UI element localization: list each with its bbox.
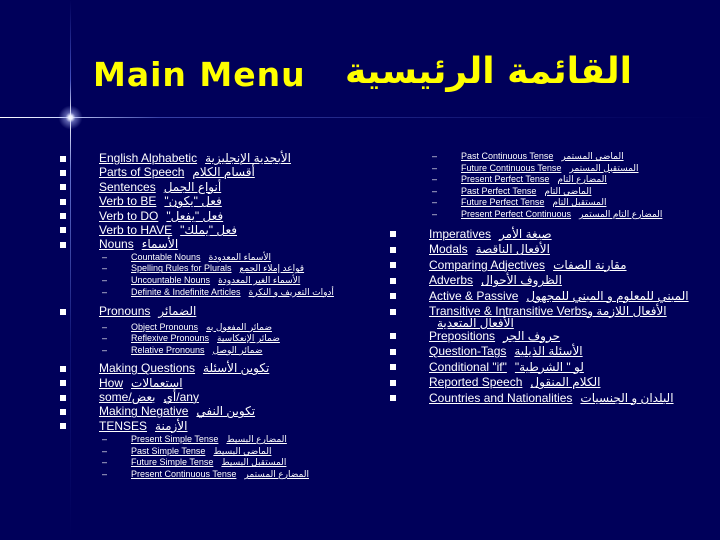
menu-item-definite-indefinite-articles[interactable] xyxy=(60,287,360,299)
menu-item-transitive-intransitive-verbs[interactable] xyxy=(390,305,689,329)
menu-item-label-english[interactable]: Countable Nouns xyxy=(131,251,201,262)
menu-item-active-passive[interactable] xyxy=(390,289,690,305)
menu-item-label-english[interactable]: Active & Passive xyxy=(429,288,519,303)
menu-item-past-continuous-tense[interactable] xyxy=(390,151,690,163)
dash-bullet-icon: – xyxy=(102,274,108,285)
dash-bullet-icon: – xyxy=(432,151,438,161)
dash-bullet-icon: – xyxy=(102,263,108,274)
menu-item-verb-to-do[interactable] xyxy=(60,209,360,223)
menu-item-english-alphabetic[interactable] xyxy=(60,151,360,165)
menu-item-label-english[interactable]: Sentences xyxy=(99,179,156,194)
menu-item-label-arabic[interactable]: فعل "يملك" xyxy=(180,222,237,237)
menu-item-nouns[interactable] xyxy=(60,237,360,251)
menu-column-left xyxy=(60,151,360,481)
menu-item-conditional-if[interactable] xyxy=(390,360,690,376)
menu-item-label-english[interactable]: Transitive & Intransitive Verbs xyxy=(429,303,588,318)
dash-bullet-icon: – xyxy=(102,333,108,344)
dash-bullet-icon: – xyxy=(432,208,438,219)
dash-bullet-icon: – xyxy=(102,321,108,332)
menu-item-label-arabic[interactable]: الضمائر xyxy=(158,304,197,319)
dash-bullet-icon: – xyxy=(102,457,108,468)
menu-item-reported-speech[interactable] xyxy=(390,375,690,391)
menu-item-present-continuous-tense[interactable] xyxy=(60,469,360,481)
menu-item-label-arabic[interactable]: أنواع الجمل xyxy=(163,179,222,194)
menu-item-label-english[interactable]: Question-Tags xyxy=(429,344,507,359)
menu-item-label-english[interactable]: Verb to HAVE xyxy=(99,222,173,237)
menu-item-label-arabic[interactable]: ضمائر الوصل xyxy=(212,344,263,355)
menu-item-object-pronouns[interactable] xyxy=(60,322,360,334)
menu-item-label-arabic[interactable]: ضمائر المفعول به xyxy=(206,321,272,332)
menu-item-label-arabic[interactable]: الأزمنة xyxy=(155,418,188,433)
menu-item-label-english[interactable]: Uncountable Nouns xyxy=(131,274,211,285)
square-bullet-icon xyxy=(60,423,66,429)
page-title-english: Main Menu xyxy=(93,55,306,94)
menu-item-parts-of-speech[interactable] xyxy=(60,165,360,179)
dash-bullet-icon: – xyxy=(102,469,108,480)
menu-item-past-perfect-tense[interactable] xyxy=(390,186,690,198)
menu-item-label-arabic[interactable]: الماضي البسيط xyxy=(213,445,272,456)
menu-item-label-english[interactable]: Present Continuous Tense xyxy=(131,469,237,480)
menu-item-label-english[interactable]: Adverbs xyxy=(429,273,474,288)
menu-item-label-arabic[interactable]: المضارع التام المستمر xyxy=(579,208,663,219)
square-bullet-icon xyxy=(60,156,66,162)
menu-item-label-arabic[interactable]: أقسام الكلام xyxy=(192,165,255,180)
menu-item-label-arabic[interactable]: فعل "يكون" xyxy=(164,194,222,209)
menu-item-label-arabic[interactable]: المضارع المستمر xyxy=(244,469,309,480)
menu-item-label-arabic[interactable]: المستقبل المستمر xyxy=(569,162,639,173)
menu-item-label-english[interactable]: Conditional "if" xyxy=(429,359,507,374)
dash-bullet-icon: – xyxy=(432,185,438,196)
menu-item-label-english[interactable]: Relative Pronouns xyxy=(131,344,205,355)
menu-item-label-arabic[interactable]: المضارع البسيط xyxy=(226,434,287,445)
menu-item-future-perfect-tense[interactable] xyxy=(390,197,690,209)
menu-item-present-perfect-continuous[interactable] xyxy=(390,209,690,221)
menu-item-label-english[interactable]: Parts of Speech xyxy=(99,165,185,180)
menu-item-label-english[interactable]: Countries and Nationalities xyxy=(429,390,573,405)
dash-bullet-icon: – xyxy=(432,197,438,208)
square-bullet-icon xyxy=(390,364,396,370)
menu-item-label-english[interactable]: Past Continuous Tense xyxy=(461,151,554,161)
page-title-arabic: القائمة الرئيسية xyxy=(345,51,632,92)
menu-item-modals[interactable] xyxy=(390,242,690,258)
menu-column-right xyxy=(390,151,690,407)
square-bullet-icon xyxy=(60,213,66,219)
menu-item-label-arabic[interactable]: الأفعال الناقصة xyxy=(475,242,550,257)
dash-bullet-icon: – xyxy=(432,162,438,173)
menu-item-label-arabic[interactable]: المضارع التام xyxy=(557,174,607,185)
menu-item-label-arabic[interactable]: الماضي التام xyxy=(544,185,592,196)
menu-item-label-english[interactable]: Present Simple Tense xyxy=(131,434,219,445)
menu-item-label-english[interactable]: Past Perfect Tense xyxy=(461,185,537,196)
menu-item-question-tags[interactable] xyxy=(390,344,690,360)
menu-item-pronouns[interactable] xyxy=(60,304,360,318)
menu-item-label-english[interactable]: Pronouns xyxy=(99,304,151,319)
menu-item-label-arabic[interactable]: الأبجدية الإنجليزية xyxy=(205,151,291,165)
square-bullet-icon xyxy=(390,278,396,284)
menu-item-making-negative[interactable] xyxy=(60,404,360,418)
menu-item-tenses[interactable] xyxy=(60,419,360,433)
menu-item-label-arabic[interactable]: الأسئلة الذيلية xyxy=(514,344,583,359)
dash-bullet-icon: – xyxy=(102,286,108,297)
menu-item-label-arabic[interactable]: الأسماء xyxy=(141,237,179,252)
menu-item-label-english[interactable]: Verb to BE xyxy=(99,194,157,209)
square-bullet-icon xyxy=(60,309,66,315)
horizontal-divider-line xyxy=(0,117,720,118)
square-bullet-icon xyxy=(60,366,66,372)
menu-item-countries-and-nationalities[interactable] xyxy=(390,391,690,407)
menu-item-present-simple-tense[interactable] xyxy=(60,434,360,446)
menu-item-label-arabic[interactable]: الظروف الأحوال xyxy=(481,273,562,288)
sparkle-icon xyxy=(58,105,83,130)
menu-item-label-english[interactable]: Present Perfect Tense xyxy=(461,174,550,185)
menu-item-label-english[interactable]: Making Questions xyxy=(99,361,196,376)
dash-bullet-icon: – xyxy=(102,434,108,445)
dash-bullet-icon: – xyxy=(102,251,108,262)
menu-item-label-arabic[interactable]: أدوات التعريف و النكرة xyxy=(248,286,334,297)
menu-item-label-english[interactable]: Making Negative xyxy=(99,404,189,419)
menu-item-label-arabic[interactable]: لو " الشرطية" xyxy=(514,359,584,374)
menu-item-comparing-adjectives[interactable] xyxy=(390,258,690,274)
menu-item-prepositions[interactable] xyxy=(390,329,690,345)
menu-item-reflexive-pronouns[interactable] xyxy=(60,333,360,345)
menu-item-label-english[interactable]: Reflexive Pronouns xyxy=(131,333,210,344)
menu-item-label-arabic[interactable]: الأفعال اللازمة و الأفعال المتعدية xyxy=(437,303,667,330)
menu-item-label-english[interactable]: TENSES xyxy=(99,418,148,433)
square-bullet-icon xyxy=(60,227,66,233)
menu-item-label-arabic[interactable]: الأسماء الغير المعدودة xyxy=(218,274,301,285)
menu-item-label-arabic[interactable]: مقارنة الصفات xyxy=(553,257,627,272)
menu-item-verb-to-have[interactable] xyxy=(60,223,360,237)
menu-item-label-english[interactable]: Object Pronouns xyxy=(131,321,199,332)
menu-item-label-english[interactable]: Spelling Rules for Plurals xyxy=(131,263,232,274)
menu-item-label-english[interactable]: Nouns xyxy=(99,237,134,252)
menu-item-past-simple-tense[interactable] xyxy=(60,446,360,458)
menu-item-future-simple-tense[interactable] xyxy=(60,457,360,469)
menu-item-relative-pronouns[interactable] xyxy=(60,345,360,357)
square-bullet-icon xyxy=(60,395,66,401)
menu-item-uncountable-nouns[interactable] xyxy=(60,275,360,287)
menu-item-label-english[interactable]: Past Simple Tense xyxy=(131,445,206,456)
menu-item-adverbs[interactable] xyxy=(390,273,690,289)
menu-item-present-perfect-tense[interactable] xyxy=(390,174,690,186)
square-bullet-icon xyxy=(390,349,396,355)
menu-item-label-english[interactable]: How xyxy=(99,375,124,390)
menu-item-label-english[interactable]: Future Simple Tense xyxy=(131,457,214,468)
menu-item-label-arabic[interactable]: المبني للمعلوم و المبني للمجهول xyxy=(526,288,689,303)
square-bullet-icon xyxy=(390,293,396,299)
square-bullet-icon xyxy=(390,247,396,253)
dash-bullet-icon: – xyxy=(102,344,108,355)
menu-item-label-arabic[interactable]: قواعد إملاء الجمع xyxy=(239,263,305,274)
menu-item-verb-to-be[interactable] xyxy=(60,194,360,208)
menu-item-label-english[interactable]: Verb to DO xyxy=(99,208,159,223)
menu-item-label-english[interactable]: Reported Speech xyxy=(429,375,523,390)
square-bullet-icon xyxy=(60,170,66,176)
dash-bullet-icon: – xyxy=(102,445,108,456)
square-bullet-icon xyxy=(60,199,66,205)
menu-item-label-english[interactable]: Prepositions xyxy=(429,328,496,343)
square-bullet-icon xyxy=(390,262,396,268)
square-bullet-icon xyxy=(390,309,396,315)
menu-item-label-english[interactable]: some/بعض xyxy=(99,390,156,405)
dash-bullet-icon: – xyxy=(432,174,438,185)
menu-item-label-english[interactable]: Imperatives xyxy=(429,226,492,241)
menu-item-label-english[interactable]: Present Perfect Continuous xyxy=(461,208,572,219)
square-bullet-icon xyxy=(60,184,66,190)
square-bullet-icon xyxy=(390,380,396,386)
menu-item-label-arabic[interactable]: حروف الجر xyxy=(503,328,561,343)
square-bullet-icon xyxy=(60,242,66,248)
square-bullet-icon xyxy=(60,409,66,415)
menu-item-making-questions[interactable] xyxy=(60,361,360,375)
menu-item-label-arabic[interactable]: الأسماء المعدودة xyxy=(208,251,271,262)
menu-item-sentences[interactable] xyxy=(60,180,360,194)
square-bullet-icon xyxy=(390,333,396,339)
square-bullet-icon xyxy=(390,231,396,237)
menu-item-label-arabic[interactable]: المستقبل التام xyxy=(552,197,607,208)
menu-item-future-continuous-tense[interactable] xyxy=(390,163,690,175)
menu-item-label-arabic[interactable]: تكوين النفي xyxy=(196,404,256,419)
menu-item-label-english[interactable]: Future Continuous Tense xyxy=(461,162,562,173)
menu-item-countable-nouns[interactable] xyxy=(60,252,360,264)
menu-item-label-arabic[interactable]: تكوين الأسئلة xyxy=(203,361,270,376)
menu-item-spelling-rules-for-plurals[interactable] xyxy=(60,263,360,275)
menu-item-label-english[interactable]: Future Perfect Tense xyxy=(461,197,545,208)
menu-item-label-english[interactable]: Modals xyxy=(429,242,468,257)
menu-item-label-english[interactable]: Comparing Adjectives xyxy=(429,257,546,272)
menu-item-label-arabic[interactable]: استعمالات xyxy=(131,375,183,390)
square-bullet-icon xyxy=(390,395,396,401)
menu-item-label-arabic[interactable]: ضمائر الإنعكاسية xyxy=(217,333,280,344)
menu-item-label-arabic[interactable]: الماضي المستمر xyxy=(561,151,624,161)
menu-item-label-arabic[interactable]: الكلام المنقول xyxy=(530,375,601,390)
menu-item-how[interactable] xyxy=(60,376,360,390)
menu-item-label-arabic[interactable]: any/أي xyxy=(163,390,199,405)
menu-item-label-arabic[interactable]: صيغة الأمر xyxy=(499,226,552,241)
menu-item-label-arabic[interactable]: فعل "يفعل" xyxy=(166,208,224,223)
square-bullet-icon xyxy=(60,380,66,386)
menu-item-label-arabic[interactable]: البلدان و الجنسيات xyxy=(580,390,674,405)
menu-item-some[interactable] xyxy=(60,390,360,404)
menu-item-label-english[interactable]: English Alphabetic xyxy=(99,151,198,165)
menu-item-label-arabic[interactable]: المستقبل البسيط xyxy=(221,457,287,468)
menu-item-imperatives[interactable] xyxy=(390,227,690,243)
menu-item-label-english[interactable]: Definite & Indefinite Articles xyxy=(131,286,241,297)
